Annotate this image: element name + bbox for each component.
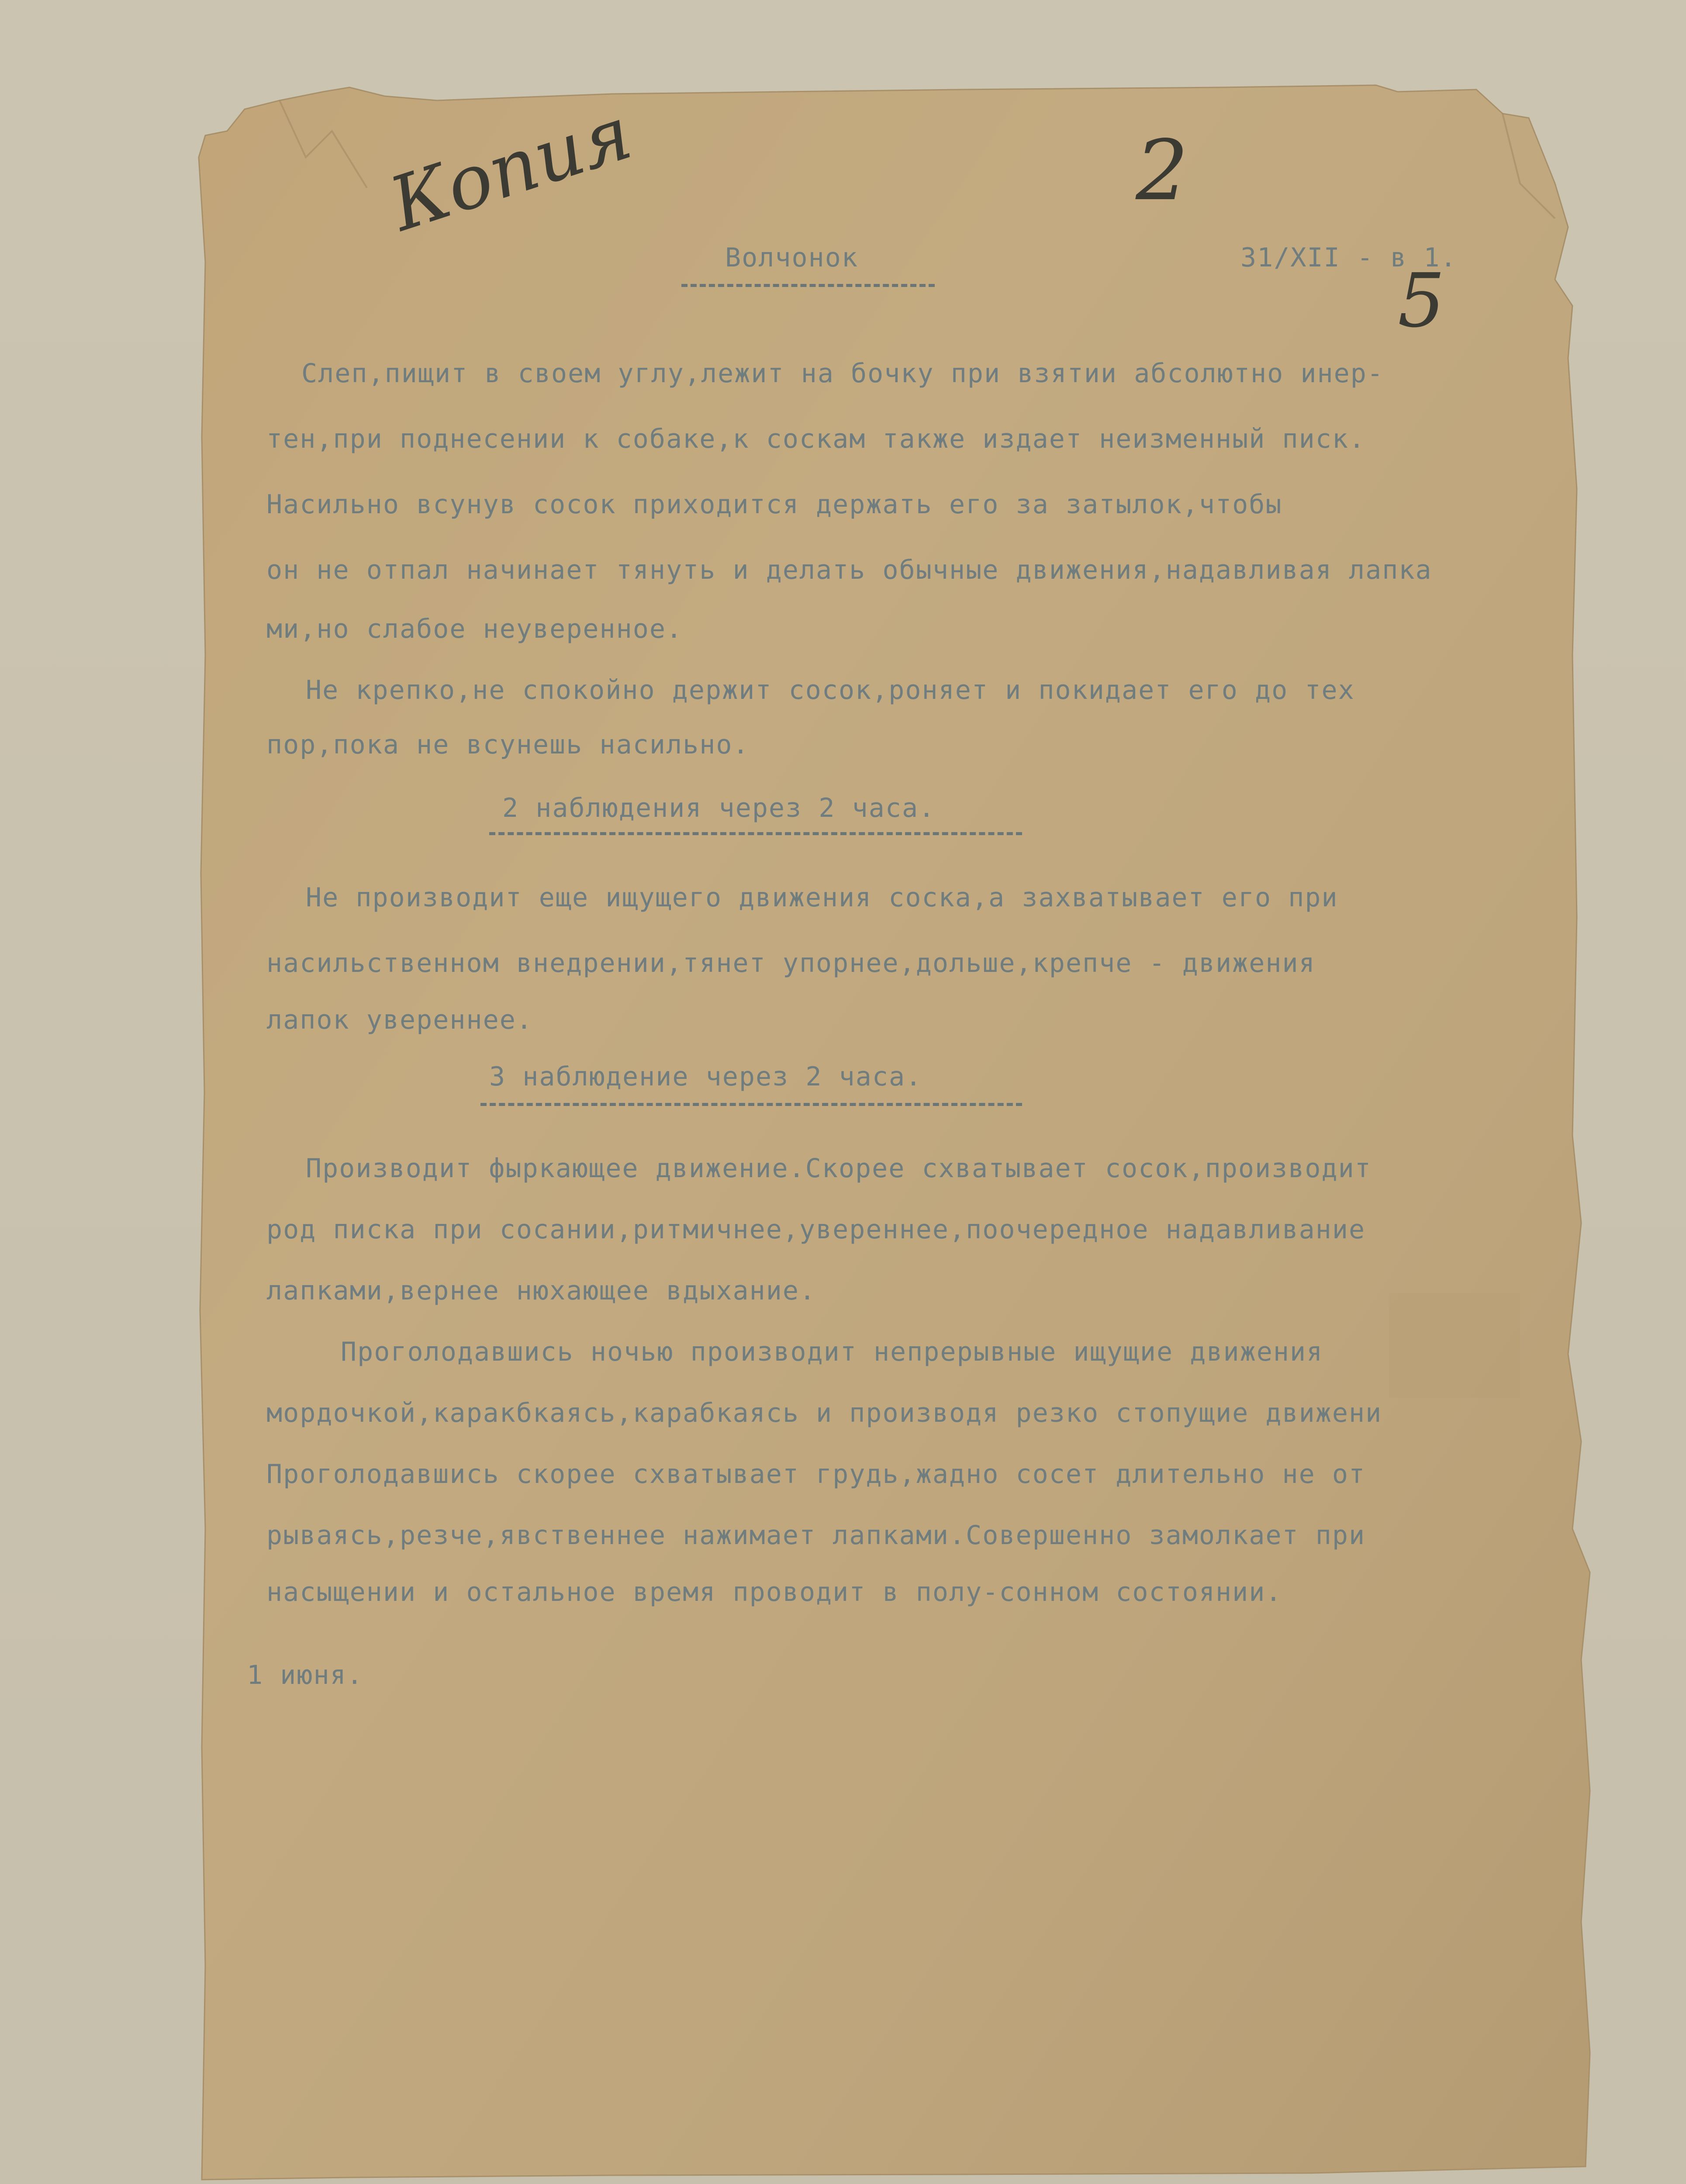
- section-3-heading: 3 наблюдение через 2 часа.: [489, 1061, 922, 1092]
- section-3-line: насыщении и остальное время проводит в полу-сонном состоянии.: [266, 1577, 1282, 1607]
- title-underline: [681, 284, 935, 287]
- paragraph-line: ми,но слабое неуверенное.: [266, 614, 683, 644]
- paragraph-line: Не крепко,не спокойно держит сосок,роняет и покидает его до тех: [306, 675, 1355, 705]
- paragraph-line: Слеп,пищит в своем углу,лежит на бочку при взятии абсолютно инер-: [301, 358, 1384, 389]
- section-3-line: Производит фыркающее движение.Скорее схватывает сосок,производит: [306, 1153, 1372, 1184]
- section-2-line: насильственном внедрении,тянет упорнее,дольше,крепче - движения: [266, 948, 1316, 978]
- handwritten-copy-label: Копия: [380, 90, 642, 249]
- handwritten-page-number: 2: [1136, 122, 1188, 219]
- paragraph-line: тен,при поднесении к собаке,к соскам также издает неизменный писк.: [266, 424, 1366, 454]
- section-3-line: лапками,вернее нюхающее вдыхание.: [266, 1275, 816, 1306]
- section-2-underline: [489, 832, 1022, 835]
- section-3-line: Проголодавшись ночью производит непрерывные ищущие движения: [341, 1337, 1323, 1367]
- section-3-underline: [480, 1103, 1022, 1106]
- section-3-line: мордочкой,каракбкаясь,карабкаясь и производя резко стопущие движени: [266, 1398, 1382, 1428]
- section-2-line: Не производит еще ищущего движения соска,а захватывает его при: [306, 882, 1338, 913]
- handwritten-folio-number: 5: [1398, 258, 1445, 344]
- section-2-heading: 2 наблюдения через 2 часа.: [502, 793, 936, 823]
- document-date: 31/XII - в 1.: [1240, 242, 1457, 273]
- section-3-line: род писка при сосании,ритмичнее,увереннее,поочередное надавливание: [266, 1214, 1366, 1245]
- paragraph-line: пор,пока не всунешь насильно.: [266, 729, 750, 760]
- section-3-line: Проголодавшись скорее схватывает грудь,жадно сосет длительно не от: [266, 1459, 1366, 1489]
- paragraph-line: Насильно всунув сосок приходится держать его за затылок,чтобы: [266, 489, 1282, 520]
- paragraph-line: он не отпал начинает тянуть и делать обычные движения,надавливая лапка: [266, 555, 1432, 585]
- section-3-line: рываясь,резче,явственнее нажимает лапками.Совершенно замолкает при: [266, 1520, 1366, 1551]
- footer-date: 1 июня.: [247, 1660, 363, 1690]
- document-title: Волчонок: [725, 242, 858, 273]
- section-2-line: лапок увереннее.: [266, 1005, 533, 1035]
